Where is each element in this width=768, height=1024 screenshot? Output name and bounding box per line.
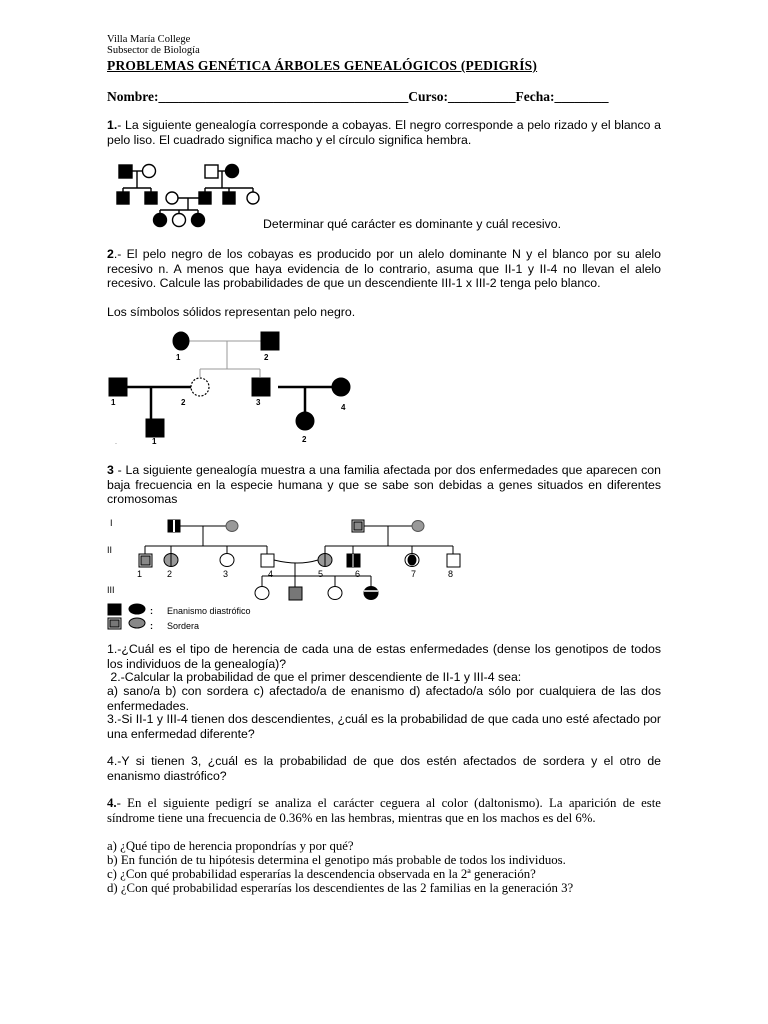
question-4-item: a) ¿Qué tipo de herencia propondrías y por qué? [107, 839, 354, 853]
question-4-item: b) En función de tu hipótesis determina el genotipo más probable de todos los individuos. [107, 853, 566, 867]
generation-label: I [110, 518, 113, 528]
pedigree-3 [105, 512, 485, 632]
generation-label: III [107, 585, 115, 595]
question-4-number: 4. [107, 796, 117, 810]
question-2-text: .- El pelo negro de los cobayas es producido por un alelo dominante N y el blanco por su alelo recesivo n. A menos que haya evidencia de lo contrario, asuma que II-1 y II-4 no llevan el alelo recesivo. Calcule las probabilidades de que un descendiente III-1 x III-2 tenga pelo blanco. [107, 247, 661, 290]
question-3-3: 3.-Si II-1 y III-4 tienen dos descendientes, ¿cuál es la probabilidad de que cada uno esté afectado por una enfermedad diferente? [107, 712, 661, 741]
question-1-text: - La siguiente genealogía corresponde a cobayas. El negro corresponde a pelo rizado y el blanco a pelo liso. El cuadrado significa macho y el círculo significa hembra. [107, 118, 661, 147]
pedigree-2-label: 3 [256, 398, 261, 407]
legend-colon: : [150, 621, 153, 631]
question-4-item: d) ¿Con qué probabilidad esperarías los descendientes de las 2 familias en la generación 3? [107, 881, 574, 895]
individual-label: 5 [318, 569, 324, 579]
individual-label: 6 [355, 569, 361, 579]
individual-label: 7 [411, 569, 417, 579]
individual-label: 1 [137, 569, 143, 579]
school-name: Villa María College [107, 34, 191, 45]
pedigree-1 [105, 158, 265, 230]
legend-dwarfism: Enanismo diastrófico [167, 606, 251, 616]
question-1-number: 1. [107, 118, 118, 132]
page-title: PROBLEMAS GENÉTICA ÁRBOLES GENEALÓGICOS (PEDIGRÍS) [107, 58, 538, 73]
pedigree-2 [105, 325, 365, 450]
question-3-4: 4.-Y si tienen 3, ¿cuál es la probabilidad de que dos estén afectados de sordera y el otro de enanismo diastrófico? [107, 754, 661, 783]
question-3-number: 3 [107, 463, 114, 477]
question-1 [107, 118, 661, 147]
question-2 [107, 247, 661, 291]
pedigree-2-label: 2 [181, 398, 186, 407]
pedigree-2-label: 2 [302, 435, 307, 444]
pedigree-2-label: 1 [176, 353, 181, 362]
question-2-number: 2 [107, 247, 114, 261]
legend-colon: : [150, 606, 153, 616]
question-4-text: - En el siguiente pedigrí se analiza el carácter ceguera al color (daltonismo). La aparición de este síndrome tiene una frecuencia de 0.36% en las hembras, mientras que en los machos es del 6%. [107, 796, 661, 825]
question-3-1: 1.-¿Cuál es el tipo de herencia de cada una de estas enfermedades (dense los genotipos de todos los individuos de la genealogía)? [107, 642, 661, 671]
question-3-text: - La siguiente genealogía muestra a una familia afectada por dos enfermedades que aparecen con baja frecuencia en la especie humana y que se sabe son debidas a genes situados en diferentes cromosomas [107, 463, 661, 506]
question-3-2: 2.-Calcular la probabilidad de que el primer descendiente de II-1 y III-4 sea: [107, 670, 522, 684]
generation-label: II [107, 545, 113, 555]
question-4-item: c) ¿Con qué probabilidad esperarías la descendencia observada en la 2ª generación? [107, 867, 536, 881]
pedigree-2-label: 4 [341, 403, 346, 412]
individual-label: 3 [223, 569, 229, 579]
individual-label: 4 [268, 569, 274, 579]
question-2-note: Los símbolos sólidos representan pelo negro. [107, 305, 356, 319]
question-3-2-options: a) sano/a b) con sordera c) afectado/a de enanismo d) afectado/a sólo por cualquiera de las dos enfermedades. [107, 684, 661, 713]
svg-text:·: · [115, 441, 117, 447]
subsector: Subsector de Biología [107, 45, 200, 56]
question-4 [107, 796, 661, 825]
individual-label: 8 [448, 569, 454, 579]
pedigree-2-label: 1 [152, 437, 157, 446]
question-3 [107, 463, 661, 507]
pedigree-2-label: 2 [264, 353, 269, 362]
individual-label: 2 [167, 569, 173, 579]
pedigree-2-label: 1 [111, 398, 116, 407]
legend-deafness: Sordera [167, 621, 200, 631]
student-form-line: Nombre:_____________________________________Curso:__________Fecha:________ [107, 89, 609, 104]
question-1-caption: Determinar qué carácter es dominante y cuál recesivo. [263, 217, 561, 231]
